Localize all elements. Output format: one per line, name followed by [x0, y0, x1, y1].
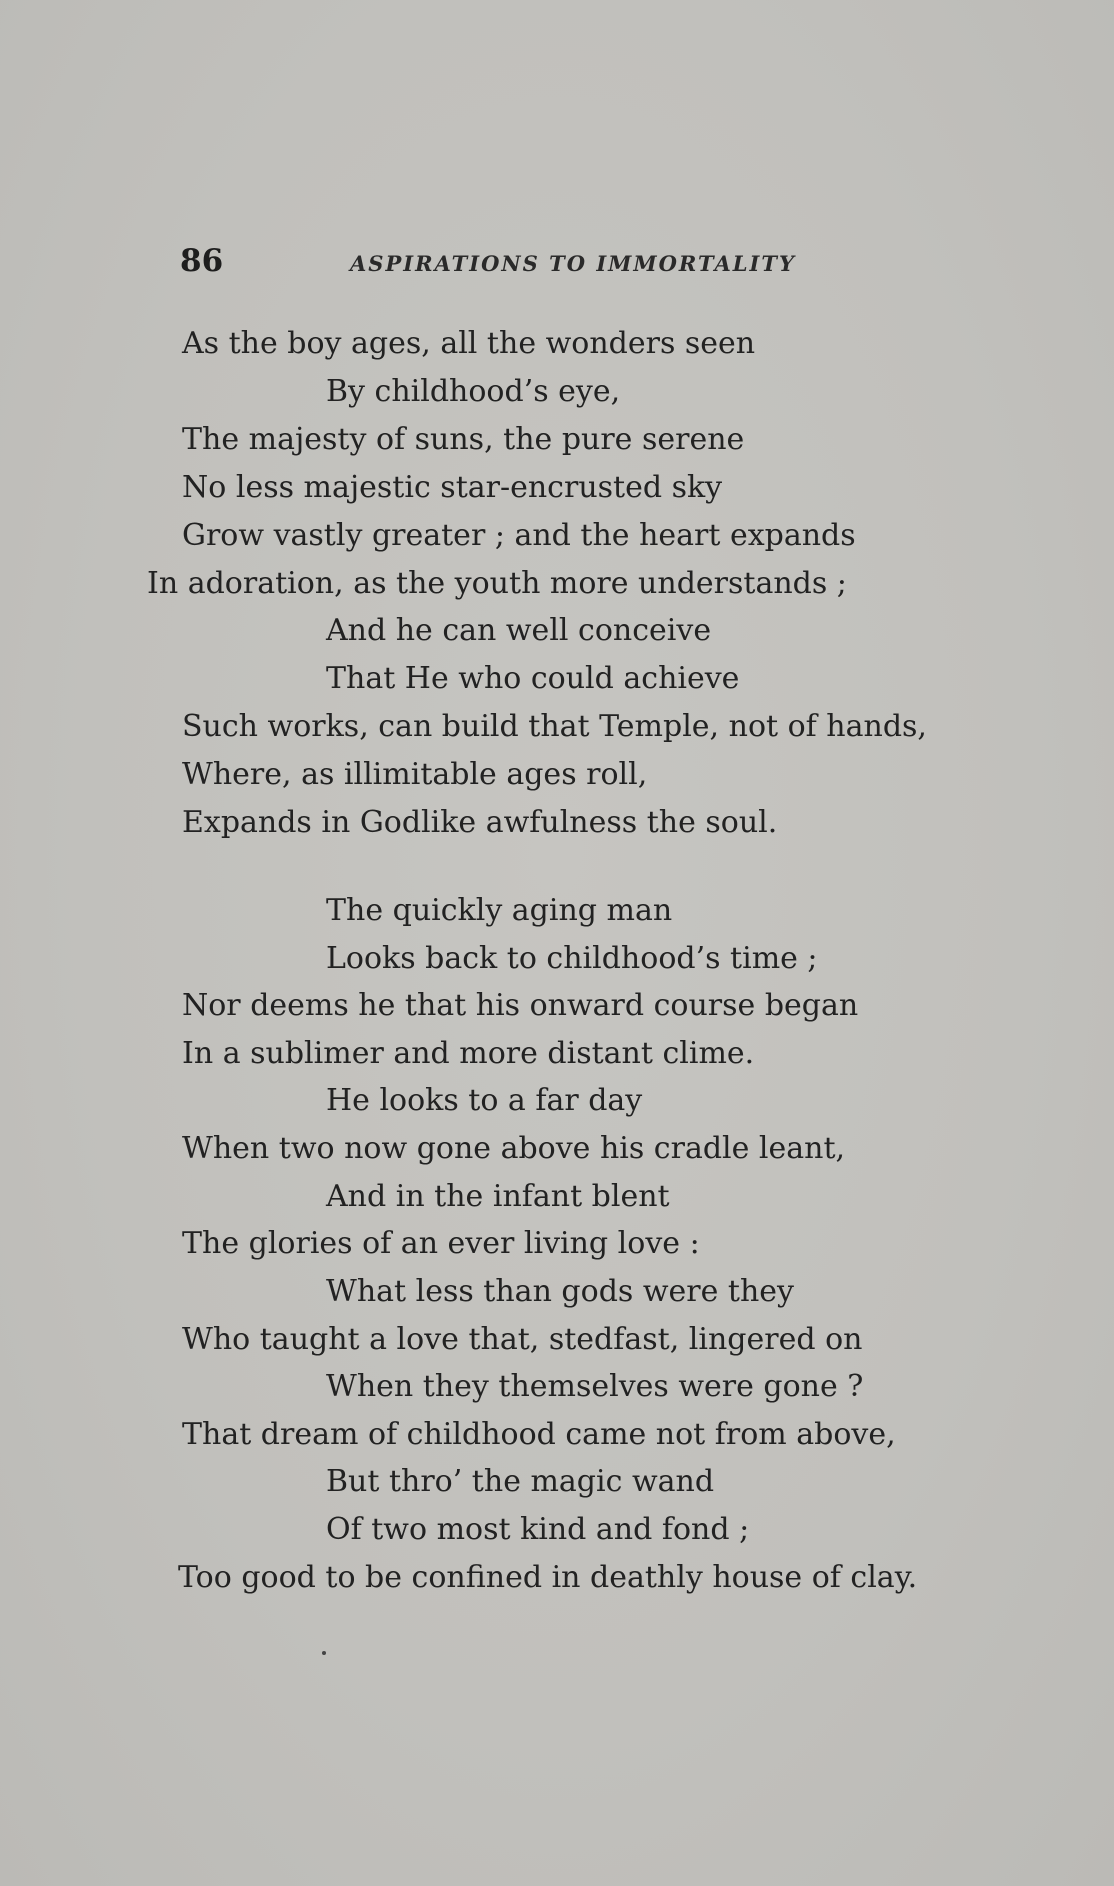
poem-line: Expands in Godlike awfulness the soul.: [182, 805, 778, 840]
page-number: 86: [180, 243, 224, 279]
poem-line: In a sublimer and more distant clime.: [182, 1036, 755, 1071]
poem-line: As the boy ages, all the wonders seen: [182, 326, 756, 361]
poem-line: The glories of an ever living love :: [182, 1226, 700, 1261]
poem-line: But thro’ the magic wand: [326, 1464, 715, 1499]
poem-line: Grow vastly greater ; and the heart expands: [182, 518, 856, 553]
poem-line: Who taught a love that, stedfast, lingered on: [182, 1322, 863, 1357]
poem-line: What less than gods were they: [326, 1274, 794, 1309]
poem-line: By childhood’s eye,: [326, 374, 621, 409]
poem-line: When two now gone above his cradle leant,: [182, 1131, 846, 1166]
poem-line: Where, as illimitable ages roll,: [182, 757, 648, 792]
poem-line: That dream of childhood came not from above,: [182, 1417, 896, 1452]
poem-line: That He who could achieve: [326, 661, 740, 696]
poem-line: Nor deems he that his onward course began: [182, 988, 859, 1023]
running-title: ASPIRATIONS TO IMMORTALITY: [350, 251, 796, 276]
poem-line: Looks back to childhood’s time ;: [326, 941, 818, 976]
poem-line: The majesty of suns, the pure serene: [182, 422, 745, 457]
poem-line: Such works, can build that Temple, not of hands,: [182, 709, 927, 744]
poem-line: No less majestic star-encrusted sky: [182, 470, 723, 505]
poem-line: Too good to be confined in deathly house of clay.: [178, 1560, 918, 1595]
poem-line: He looks to a far day: [326, 1083, 643, 1118]
poem-line: The quickly aging man: [326, 893, 673, 928]
poem-line: Of two most kind and fond ;: [326, 1512, 750, 1547]
ink-speck: [322, 1651, 326, 1655]
poem-line: In adoration, as the youth more understands ;: [147, 566, 847, 601]
poem-line: And he can well conceive: [326, 613, 712, 648]
poem-line: When they themselves were gone ?: [326, 1369, 864, 1404]
poem-line: And in the infant blent: [326, 1179, 670, 1214]
